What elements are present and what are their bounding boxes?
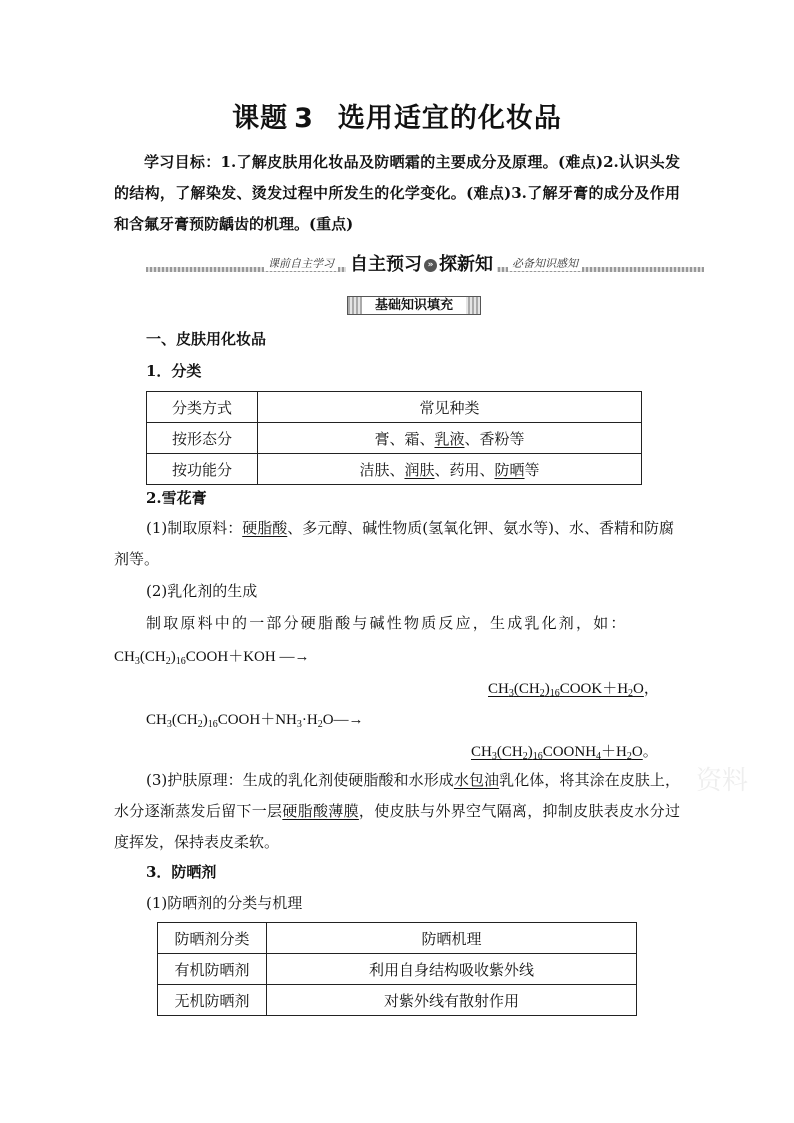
banner-main-2: 探新知 [439, 254, 493, 275]
cell-text: 膏、霜、 [374, 429, 435, 448]
paragraph-emulsifier-heading: (2)乳化剂的生成 [146, 582, 258, 600]
paragraph-skin-care-principle [114, 765, 680, 858]
chem-text: COOK＋H [559, 681, 629, 697]
chem-sub: 3 [491, 751, 497, 762]
chem-sub: 2 [539, 688, 545, 699]
section-label-text: 基础知识填充 [362, 297, 466, 314]
banner-main-1: 自主预习 [350, 254, 422, 275]
equation-2-left [146, 708, 364, 729]
chem-text: ) [170, 649, 176, 665]
chem-sub: 2 [197, 719, 203, 730]
table-cell [258, 454, 642, 485]
learning-objectives: 学习目标：1.了解皮肤用化妆品及防晒霜的主要成分及原理。(难点)2.认识头发的结构，了解染发、烫发过程中所发生的化学变化。(难点)3.了解牙膏的成分及作用和含氟牙膏预防龋齿的机理。(重点) [114, 153, 680, 233]
chem-sub: 2 [626, 751, 632, 762]
double-arrow-icon: » [424, 259, 437, 272]
chem-text: (CH [496, 744, 523, 760]
chem-sub: 3 [134, 656, 140, 667]
equation-1-right [488, 677, 659, 698]
blank-answer: 硬脂酸薄膜 [282, 802, 359, 820]
chem-sub: 3 [166, 719, 172, 730]
table-cell: 有机防晒剂 [158, 954, 267, 985]
blank-answer: 防晒 [494, 460, 525, 479]
chem-text: COOH＋KOH ―→ [185, 649, 310, 665]
paragraph-raw-materials [114, 513, 680, 575]
chem-text: O [631, 744, 643, 760]
table-cell: 按功能分 [147, 454, 258, 485]
equation-1-left [114, 645, 309, 666]
classification-table [146, 391, 642, 485]
chem-text: ·H [301, 712, 318, 728]
chem-text: (CH [513, 681, 540, 697]
chem-text: (CH [171, 712, 198, 728]
subheading-classification: 1．分类 [146, 362, 202, 380]
para-text: 、多元醇、碱性物质(氢氧化钾、氨水等)、水、香精和防腐剂等。 [114, 519, 674, 568]
cell-text: 、药用、 [434, 460, 495, 479]
cell-text: 洁肤、 [359, 460, 405, 479]
table-header: 防晒剂分类 [158, 923, 267, 954]
subheading-vanishing-cream: 2.雪花膏 [146, 489, 207, 507]
table-row [158, 954, 637, 985]
table-cell: 按形态分 [147, 423, 258, 454]
blank-answer: 润肤 [404, 460, 435, 479]
chem-text: (CH [139, 649, 166, 665]
chem-sub: 16 [175, 656, 186, 667]
table-header: 常见种类 [258, 392, 642, 423]
section-banner [146, 250, 704, 276]
page-title [0, 96, 794, 135]
table-row [147, 423, 642, 454]
paragraph-sunscreen-classification: (1)防晒剂的分类与机理 [146, 894, 303, 912]
chem-text: COONH [542, 744, 597, 760]
banner-main [346, 250, 497, 276]
para-text: (3)护肤原理：生成的乳化剂使硬脂酸和水形成 [146, 771, 454, 789]
title-text: 选用适宜的化妆品 [337, 103, 562, 134]
chem-text: COOH＋NH [217, 712, 297, 728]
blank-answer: 乳液 [434, 429, 465, 448]
para-text: 乳化体，将其涂在皮肤上，水分逐渐蒸发后留下一层 [114, 771, 680, 820]
chem-text: ) [544, 681, 550, 697]
title-prefix: 课题 [232, 103, 289, 134]
chem-text: ， [643, 681, 659, 697]
chem-text: ) [527, 744, 533, 760]
blank-answer: 硬脂酸 [242, 519, 288, 537]
chem-sub: 2 [317, 719, 323, 730]
chem-text: CH [488, 681, 509, 697]
watermark: 资料 [696, 766, 749, 796]
chem-text: 。 [642, 744, 658, 760]
blank-answer: 水包油 [453, 771, 500, 789]
chem-sub: 16 [207, 719, 218, 730]
chem-text: ) [202, 712, 208, 728]
equation-2-right [471, 740, 658, 761]
chem-text: CH [146, 712, 167, 728]
sunscreen-table [157, 922, 637, 1016]
section-label [347, 296, 481, 315]
chem-sub: 2 [628, 688, 634, 699]
table-cell: 利用自身结构吸收紫外线 [267, 954, 637, 985]
table-cell: 无机防晒剂 [158, 985, 267, 1016]
chem-sub: 2 [522, 751, 528, 762]
table-cell [258, 423, 642, 454]
chem-text: O [633, 681, 644, 697]
paragraph-emulsifier-text: 制取原料中的一部分硬脂酸与碱性物质反应，生成乳化剂，如： [146, 614, 628, 632]
cell-text: 、香粉等 [464, 429, 525, 448]
table-row [158, 923, 637, 954]
chem-sub: 4 [596, 751, 602, 762]
cell-text: 等 [524, 460, 540, 479]
chem-text: ＋H [601, 744, 627, 760]
table-row [147, 454, 642, 485]
chem-sub: 3 [508, 688, 514, 699]
banner-right-text: 必备知识感知 [508, 255, 582, 271]
table-header: 分类方式 [147, 392, 258, 423]
chem-text: O―→ [322, 712, 364, 728]
section-heading: 一、皮肤用化妆品 [146, 330, 267, 348]
chem-sub: 16 [532, 751, 543, 762]
table-row [158, 985, 637, 1016]
chem-sub: 2 [165, 656, 171, 667]
para-text: ，使皮肤与外界空气隔离，抑制皮肤表皮水分过度挥发，保持表皮柔软。 [114, 802, 680, 851]
table-cell: 对紫外线有散射作用 [267, 985, 637, 1016]
para-text: (1)制取原料： [146, 519, 243, 537]
banner-left-text: 课前自主学习 [264, 255, 338, 271]
title-number: 3 [294, 103, 314, 134]
chem-sub: 16 [549, 688, 560, 699]
chem-sub: 3 [296, 719, 302, 730]
chem-text: CH [471, 744, 492, 760]
table-row [147, 392, 642, 423]
table-header: 防晒机理 [267, 923, 637, 954]
chem-text: CH [114, 649, 135, 665]
subheading-sunscreen: 3．防晒剂 [146, 863, 217, 881]
